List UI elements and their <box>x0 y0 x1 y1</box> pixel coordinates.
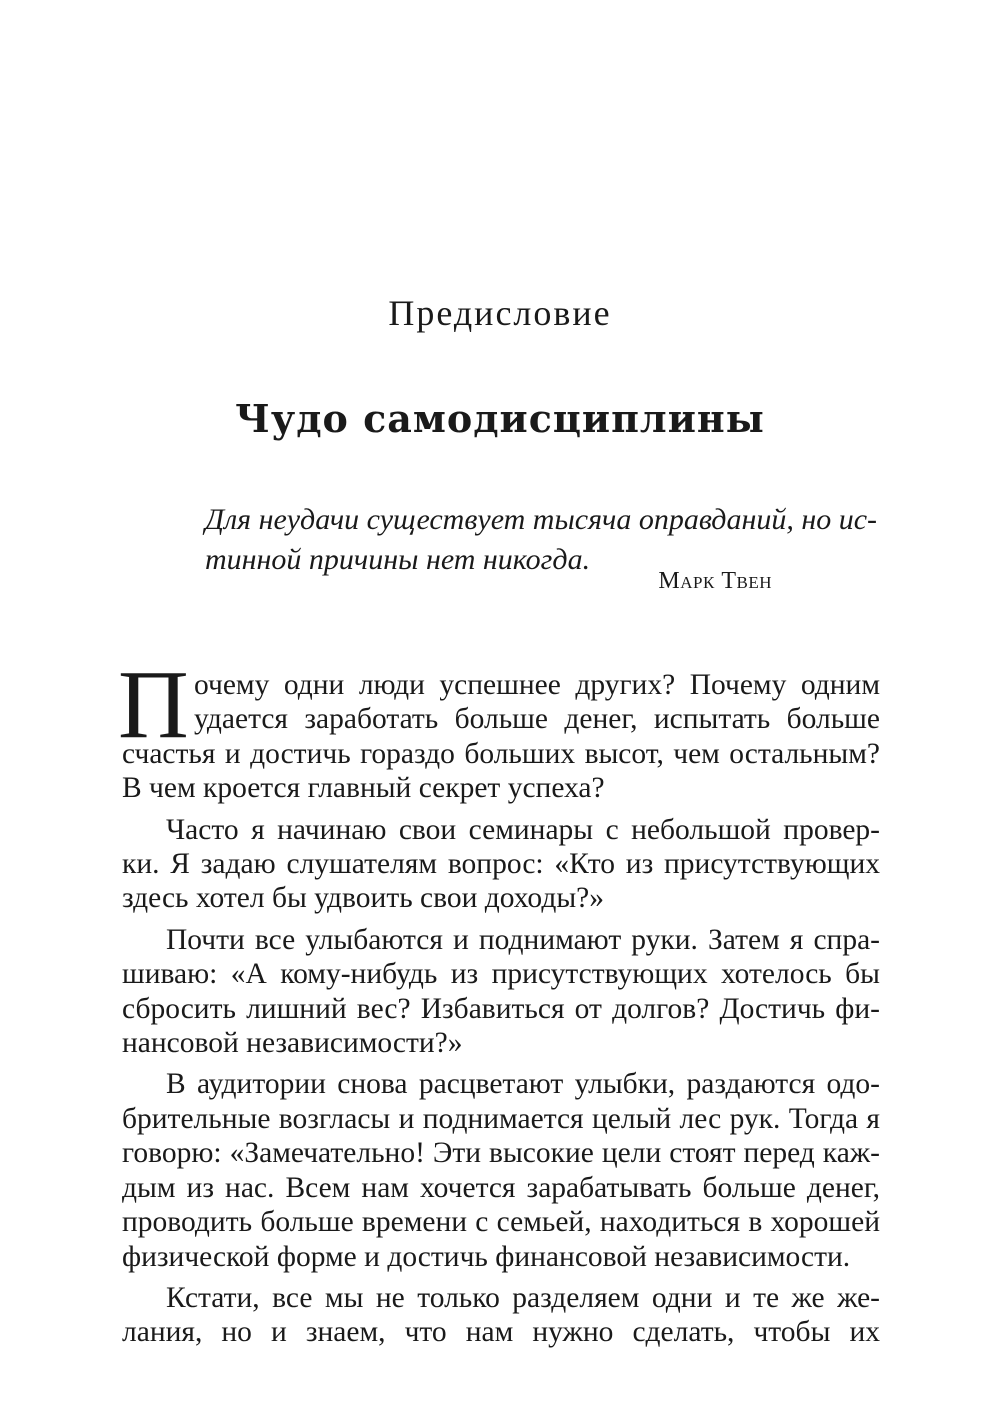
chapter-title: Чудо самодисциплины <box>235 396 765 441</box>
body-text <box>118 651 880 1357</box>
text-line: очему одни люди успешнее других? Почему одним <box>194 669 880 701</box>
text-line: В чем кроется главный секрет успеха? <box>122 772 605 805</box>
text-line: говорю: «Замечательно! Эти высокие цели стоят перед каж- <box>122 1137 880 1170</box>
text-line: В аудитории снова расцветают улыбки, раздаются одо- <box>166 1068 880 1101</box>
text-line: лания, но и знаем, что нам нужно сделать, чтобы их <box>122 1316 880 1349</box>
text-line: проводить больше времени с семьей, находиться в хорошей <box>122 1206 880 1239</box>
paragraph <box>122 813 880 916</box>
text-line: дым из нас. Всем нам хочется зарабатывать больше денег, <box>122 1171 880 1204</box>
text-line: брительные возгласы и поднимается целый лес рук. Тогда я <box>122 1102 880 1135</box>
paragraph <box>118 651 880 806</box>
text-line: счастья и достичь гораздо больших высот, чем остальным? <box>122 737 880 770</box>
text-line: Почти все улыбаются и поднимают руки. Затем я спра- <box>166 923 880 956</box>
paragraph <box>122 1067 880 1273</box>
text-line: Кстати, все мы не только разделяем одни и те же же- <box>166 1281 880 1314</box>
text-line: шиваю: «А кому-нибудь из присутствующих хотелось бы <box>122 958 880 991</box>
section-label: Предисловие <box>388 293 612 333</box>
text-line: физической форме и достичь финансовой независимости. <box>122 1240 851 1273</box>
text-line: удается заработать больше денег, испытать больше <box>194 703 880 736</box>
text-line: нансовой независимости?» <box>122 1027 463 1060</box>
text-line: здесь хотел бы удвоить свои доходы?» <box>122 882 604 915</box>
text-line: ки. Я задаю слушателям вопрос: «Кто из присутствующих <box>122 848 880 881</box>
epigraph-author: Марк Твен <box>658 568 772 594</box>
text-line: Часто я начинаю свои семинары с небольшой провер- <box>166 813 880 846</box>
epigraph-line: Для неудачи существует тысяча оправданий, но ис- <box>205 503 878 536</box>
paragraph <box>122 923 880 1061</box>
text-line: сбросить лишний вес? Избавиться от долгов? Достичь фи- <box>122 992 880 1025</box>
epigraph-line: тинной причины нет никогда. <box>205 543 591 576</box>
paragraph <box>122 1281 880 1350</box>
drop-cap: П <box>118 651 189 759</box>
